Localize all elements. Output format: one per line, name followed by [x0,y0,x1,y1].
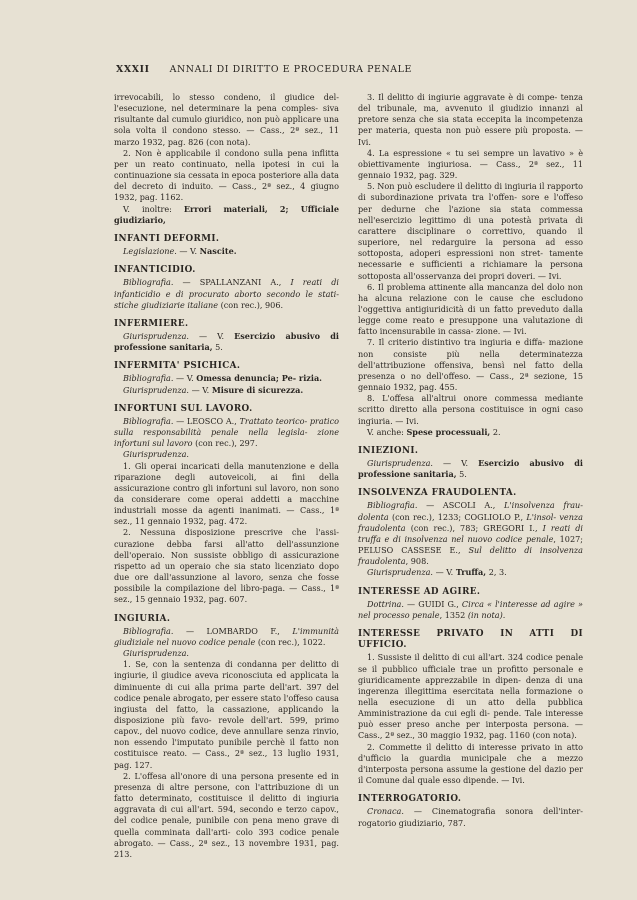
entry-line: Legislazione. — V. Nascite. [123,246,237,257]
bibliography-entry: Bibliografia. — SPALLANZANI A., I reati di infanticidio e di procurato aborto secondo le stati- stiche giudiziarie italiane (con rec.), 906. [114,277,339,310]
case-paragraph: 2. Nessuna disposizione prescrive che l'assi- curazione debba farsi all'atto dell'assunzione dell'operaio. Non sussiste obbligo di assicurazione rispetto ad un operaio che sia stato licenziato dopo due ore dall'assunzione al lavoro, senza che fosse possibile la compilazione del libro-paga. — Cass., 1ª sez., 15 gennaio 1932, pag. 607. [114,527,339,605]
case-paragraph: 8. L'offesa all'altrui onore commessa mediante scritto diretto alla persona costituisce in ogni caso ingiuria. — Ivi. [358,393,583,426]
bibliography-entry: Bibliografia. — LEOSCO A., Trattato teorico- pratico sulla responsabilità penale nella legisla- zione infortuni sul lavoro (con rec.), 297. [114,415,339,449]
entry-line: Bibliografia. — V. Omessa denuncia; Pe- rizia. [123,373,323,384]
case-paragraph: 1. Gli operai incaricati della manutenzione e della riparazione degli autoveicoli, ai fini della assicurazione contro gli infortuni sul lavoro, non sono da considerare come operai addetti a macchine industriali mosse da agenti inanimati. — Cass., 1ª sez., 11 gennaio 1932, pag. 472. [114,460,339,527]
case-paragraph: 4. La espressione « tu sei sempre un lavativo » è obiettivamente ingiuriosa. — Cass., 2ª sez., 11 gennaio 1932, pag. 329. [358,147,583,181]
section-heading: INGIURIA. [114,613,171,624]
section-heading: INTERESSE AD AGIRE. [358,586,481,597]
entry-line: Cronaca. — Cinematografia sonora dell'inter- rogatorio giudiziario, 787. [358,806,583,828]
bibliography-entry: Bibliografia. — LOMBARDO F., L'immunità giudiziale nel nuovo codice penale (con rec.), 1022. [114,625,339,647]
entry-line: Giurisprudenza. — V. Esercizio abusivo di professione sanitaria, 5. [358,458,583,480]
cross-reference: V. anche: Spese processuali, 2. [367,426,501,437]
section-heading: INFERMIERE. [114,318,189,329]
section-heading: INFERMITA' PSICHICA. [114,361,241,372]
section-heading: INIEZIONI. [358,445,419,456]
continued-entry-paragraph: 2. Non è applicabile il condono sulla pena inflitta per un reato continuato, nella ipotesi in cui la continuazione sia cessata in epoca posteriore alla data del decreto di induito. — Cass., 2ª sez., 4 giugno 1932, pag. 1162. [114,147,339,203]
entry-line: Giurisprudenza. — V. Misure di sicurezza. [123,384,304,395]
entry-line: Giurisprudenza. — V. Esercizio abusivo di professione sanitaria, 5. [114,330,339,353]
case-paragraph: 5. Non può escludere il delitto di ingiuria il rapporto di subordinazione privata tra l'offen- sore e l'offeso per dedurne che l'azione sia stata commessa nell'esercizio legittimo di una potestà privata di carattere disciplinare o correttivo, quando il superiore, nel redarguire la persona ad esso sottoposta, adoperi espressioni non stret- tamente necessarie e sufficienti a richiamare la persona sottoposta all'osservanza dei propri doveri. — Ivi. [358,181,583,281]
bibliography-entry: Dottrina. — GUIDI G., Circa « l'interesse ad agire » nel processo penale, 1352 (in nota). [358,598,583,620]
case-paragraph: 1. Se, con la sentenza di condanna per delitto di ingiurie, il giudice aveva riconosciuta ed applicata la diminuente di cui alla prima parte dell'art. 397 del codice penale abrogato, per essere stato l'offeso causa ingiusta del fatto, la cassazione, applicando la disposizione più favo- revole dell'art. 599, primo capov., del nuovo codice, deve annullare senza rinvio, non essendo l'imputato punibile perchè il fatto non costituisce reato. — Cass., 2ª sez., 13 luglio 1931, pag. 127. [114,659,339,770]
section-heading: INFANTI DEFORMI. [114,233,220,244]
running-header [116,64,596,75]
page-number: XXXII [116,64,150,75]
section-heading: INSOLVENZA FRAUDOLENTA. [358,488,517,499]
subsection-label: Giurisprudenza. [123,449,189,460]
continued-entry-paragraph: irrevocabili, lo stesso condeno, il giudice del- l'esecuzione, nel determinare la pena comples- siva risultante dal cumulo giuridico, non può applicare una sola volta il condono stesso. — Cass., 2ª sez., 11 marzo 1932, pag. 826 (con nota). [114,92,339,147]
case-paragraph: 3. Il delitto di ingiurie aggravate è di compe- tenza del tribunale, ma, avvenuto il giudizio innanzi al pretore senza che sia stata eccepita la incompetenza per materia, questa non può essere più proposta. — Ivi. [358,92,583,147]
case-paragraph: 7. Il criterio distintivo tra ingiuria e diffa- mazione non consiste più nella determinatezza dell'attribuzione offensiva, bensì nel fatto della presenza o no dell'offeso. — Cass., 2ª sezione, 15 gennaio 1932, pag. 455. [358,337,583,393]
left-column [114,92,339,860]
bibliography-entry: Bibliografia. — ASCOLI A., L'insolvenza frau- dolenta (con rec.), 1233; COGLIOLO P., L'insol- venza fraudolenta (con rec.), 783; GREGORI I., I reati di truffa e di insolvenza nel nuovo codice penale, 1027; PELUSO CASSESE E., Sul delitto di insolvenza fraudolenta, 908. [358,500,583,567]
section-heading: INTERESSE PRIVATO IN ATTI DI UFFICIO. [358,629,583,651]
section-heading: INFORTUNI SUL LAVORO. [114,403,253,414]
case-paragraph: 2. Commette il delitto di interesse privato in atto d'ufficio la guardia municipale che a mezzo d'interposta persona assume la gestione del dazio per il Comune dal quale esso dipende. — Ivi. [358,741,583,786]
subsection-label: Giurisprudenza. [123,648,189,659]
case-paragraph: 1. Sussiste il delitto di cui all'art. 324 codice penale se il pubblico ufficiale trae un profitto personale e giuridicamente apprezzabile in dipen- denza di una ingerenza illegittima esercitata nella formazione o nella esecuzione di un atto della pubblica Amministrazione da cui egli di- pende. Tale interesse può esser preso anche per interposta persona. — Cass., 2ª sez., 30 maggio 1932, pag. 1160 (con nota). [358,652,583,741]
entry-line: Giurisprudenza. — V. Truffa, 2, 3. [367,567,507,578]
right-column [358,92,583,829]
section-heading: INFANTICIDIO. [114,265,196,276]
cross-reference: V. inoltre: Errori materiali, 2; Ufficiale giudiziario, [114,203,339,225]
case-paragraph: 2. L'offesa all'onore di una persona presente ed in presenza di altre persone, con l'attribuzione di un fatto determinato, costituisce il delitto di ingiuria aggravata di cui all'art. 594, secondo e terzo capov., del codice penale, punibile con pena meno grave di quella comminata dall'arti- colo 393 codice penale abrogato. — Cass., 2ª sez., 13 novembre 1931, pag. 213. [114,770,339,859]
section-heading: INTERROGATORIO. [358,794,462,805]
case-paragraph: 6. Il problema attinente alla mancanza del dolo non ha alcuna relazione con le cause che escludono l'oggettiva antigiuridicità di un fatto preveduto dalla legge come reato e presuppone una valutazione di fatto incensurabile in cassa- zione. — Ivi. [358,281,583,337]
running-title: ANNALI DI DIRITTO E PROCEDURA PENALE [169,64,412,75]
